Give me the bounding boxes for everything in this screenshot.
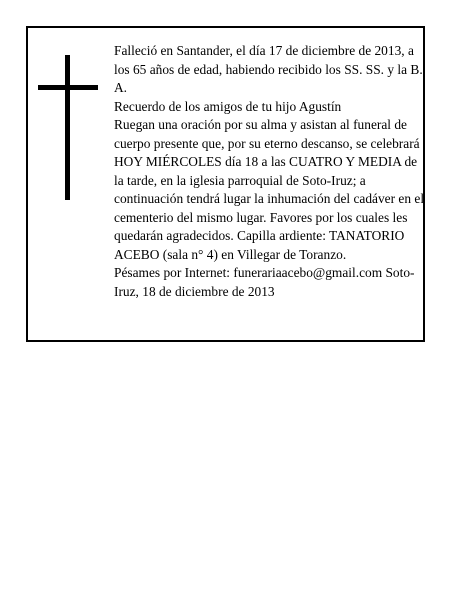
funeral-details: Ruegan una oración por su alma y asistan al funeral de cuerpo presente que, por su eterno descanso, se celebrará HOY MIÉRCOLES día 18 a las CUATRO Y MEDIA de la tarde, en la iglesia parroquial de Soto-Iruz; a continuación tendrá lugar la inhumación del cadáver en el cementerio del mismo lugar. Favores por los cuales les quedarán agradecidos. Capilla ardiente: TANATORIO ACEBO (sala n° 4) en Villegar de Toranzo. <box>114 117 425 262</box>
obituary-notice <box>26 26 425 342</box>
cross-horizontal-bar <box>38 85 98 90</box>
cross-vertical-bar <box>65 55 70 200</box>
condolences-contact: Pésames por Internet: funerariaacebo@gmail.com Soto-Iruz, 18 de diciembre de 2013 <box>114 265 415 299</box>
notice-text <box>114 42 425 301</box>
death-announcement: Falleció en Santander, el día 17 de diciembre de 2013, a los 65 años de edad, habiendo recibido los SS. SS. y la B. A. <box>114 43 423 95</box>
remembrance-line: Recuerdo de los amigos de tu hijo Agustín <box>114 98 342 114</box>
latin-cross-icon <box>38 55 98 200</box>
